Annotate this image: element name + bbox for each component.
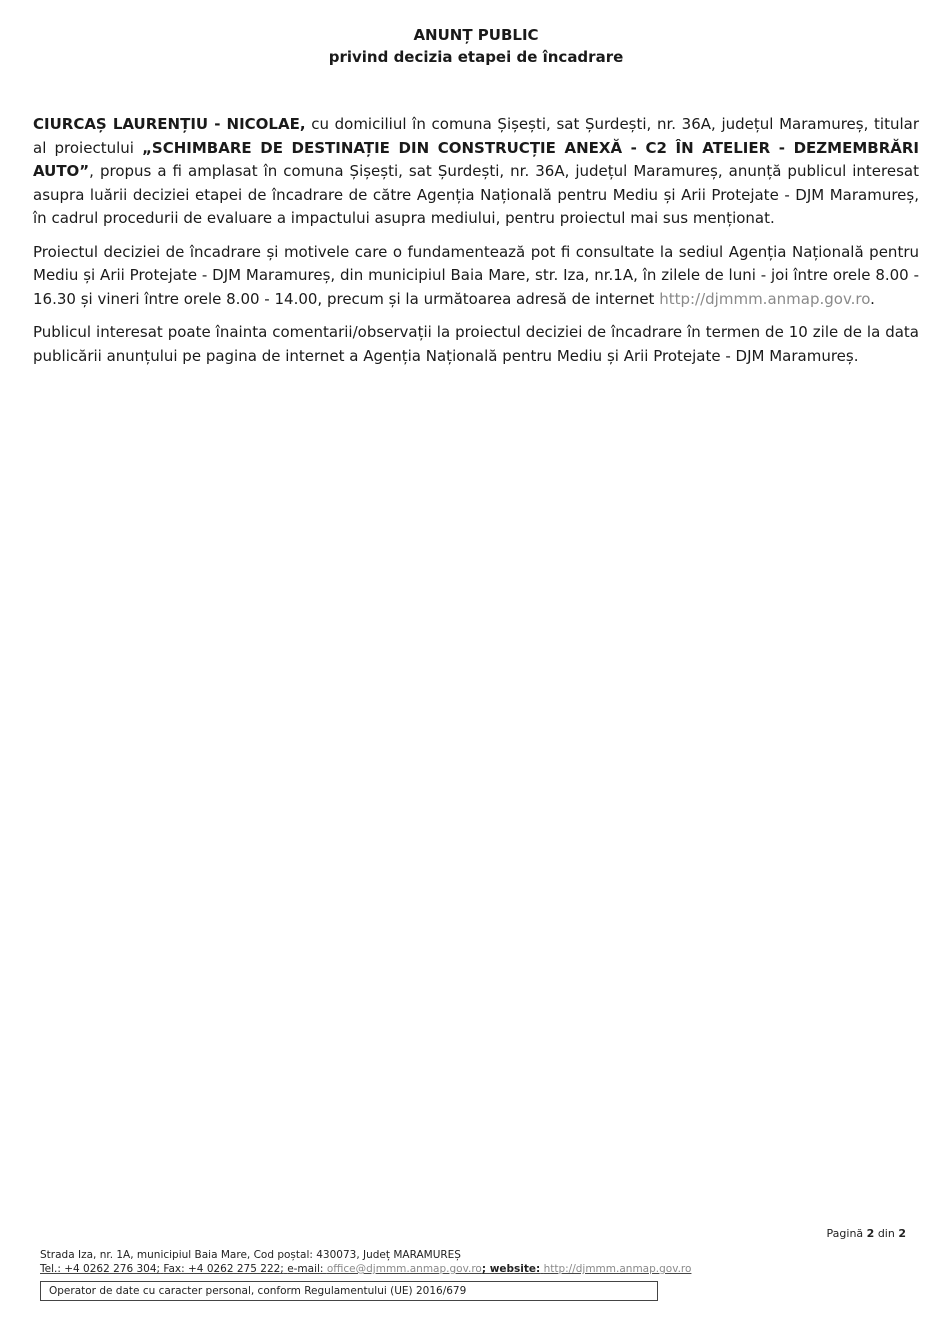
page-sep: din — [877, 1227, 895, 1240]
website-link[interactable]: http://djmmm.anmap.gov.ro — [659, 289, 871, 308]
document-title: ANUNȚ PUBLIC — [413, 26, 539, 44]
footer-fax: Fax: +4 0262 275 222; — [163, 1263, 284, 1275]
footer-address: Strada Iza, nr. 1A, municipiul Baia Mare, Cod poștal: 430073, Județ MARAMUREȘ — [40, 1249, 461, 1261]
consultation-text: Proiectul deciziei de încadrare și motivele care o fundamentează pot fi consultate la sediul Agenția Națională pentru Mediu și Arii Protejate - DJM Maramureș, din municipiul Baia Mare, str. Iza, nr.1A, în zilele de luni - joi între orele 8.00 - 16.30 și vineri între orele 8.00 - 14.00, precum și la următoarea adresă de internet — [33, 242, 919, 308]
document-header — [0, 24, 952, 68]
page-current: 2 — [866, 1227, 875, 1240]
document-subtitle: privind decizia etapei de încadrare — [328, 48, 624, 66]
project-name: „SCHIMBARE DE DESTINAȚIE DIN CONSTRUCȚIE ANEXĂ - C2 ÎN ATELIER - DEZMEMBRĂRI AUTO” — [33, 138, 919, 180]
applicant-name: CIURCAȘ LAURENȚIU - NICOLAE, — [33, 115, 306, 133]
page-total: 2 — [898, 1227, 906, 1240]
page-label: Pagină — [826, 1227, 864, 1240]
footer-website-label: ; website: — [481, 1263, 541, 1275]
footer-operator-box: Operator de date cu caracter personal, conform Regulamentului (UE) 2016/679 — [40, 1281, 658, 1301]
footer-email-link[interactable]: office@djmmm.anmap.gov.ro — [326, 1263, 482, 1275]
footer-contact — [40, 1262, 860, 1276]
announcement-text-b: , propus a fi amplasat în comuna Șișești, sat Șurdești, nr. 36A, județul Maramureș, anunță publicul interesat asupra luării deciziei etapei de încadrare de către Agenția Națională pentru Mediu și Arii Protejate - DJM Maramureș, în cadrul procedurii de evaluare a impactului asupra mediului, pentru proiectul mai sus menționat. — [33, 162, 919, 227]
document-footer — [40, 1248, 860, 1301]
announcement-text-a: cu domiciliul în comuna Șișești, sat Șurdești, nr. 36A, județul Maramureș, titular al proiectului — [33, 115, 919, 157]
comments-text: Publicul interesat poate înainta comentarii/observații la proiectul deciziei de încadrare în termen de 10 zile de la data publicării anunțului pe pagina de internet a Agenția Națională pentru Mediu și Arii Protejate - DJM Maramureș. — [33, 323, 919, 365]
paragraph-comments — [33, 321, 919, 368]
consultation-end: . — [870, 289, 875, 308]
paragraph-consultation — [33, 241, 919, 312]
footer-tel: Tel.: +4 0262 276 304; — [40, 1263, 161, 1275]
footer-website-link[interactable]: http://djmmm.anmap.gov.ro — [543, 1263, 692, 1275]
footer-email-label: e-mail: — [287, 1263, 324, 1275]
paragraph-announcement — [33, 113, 919, 231]
document-body — [33, 113, 919, 378]
page-number — [827, 1227, 906, 1240]
